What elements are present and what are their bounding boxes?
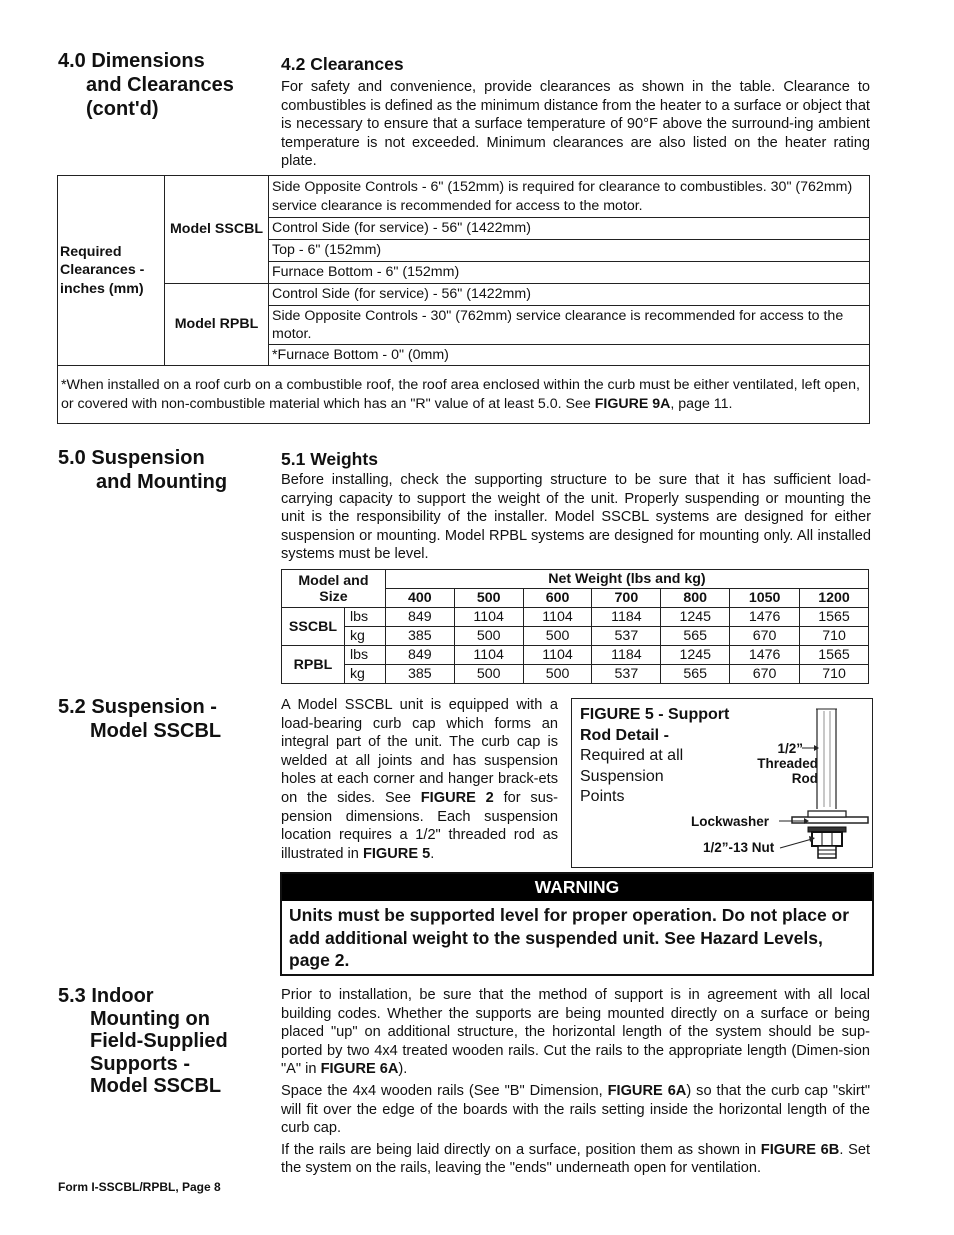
- weight-cell: 670: [730, 627, 800, 646]
- paragraph-text: A Model SSCBL unit is equipped with a load-bearing curb cap which forms an integral part of the unit. The curb cap is welded at all joints and has suspension holes at each corner and hanger brack-ets on the sides. See: [281, 697, 558, 806]
- size-header: 1050: [730, 589, 800, 608]
- threaded-rod-icon: [816, 709, 837, 809]
- section-heading-5-1: 5.1 Weights: [281, 449, 378, 469]
- footnote-text: , page 11.: [670, 395, 733, 412]
- figure-description: Required at all: [580, 747, 684, 764]
- table-row: [282, 646, 869, 665]
- weight-cell: 1245: [661, 608, 730, 627]
- unit-cell: kg: [344, 665, 385, 684]
- heading-line: Supports -: [90, 1052, 190, 1075]
- paragraph-text: . Set the system on the rails, leaving the "ends" underneath open for ventilation.: [281, 1141, 871, 1177]
- weight-cell: 1565: [800, 646, 869, 665]
- weight-cell: 1565: [800, 608, 869, 627]
- lockwasher-label: Lockwasher: [691, 814, 770, 829]
- paragraph-text: ) so that the curb cap "skirt" will fit over the edge of the boards with the rails setting inside the horizontal length of the curb cap.: [281, 1082, 871, 1137]
- unit-cell: lbs: [344, 608, 385, 627]
- weight-cell: 500: [454, 627, 523, 646]
- weight-cell: 1184: [592, 608, 661, 627]
- model-rpbl-label: Model RPBL: [165, 284, 269, 366]
- unit-cell: kg: [344, 627, 385, 646]
- indoor-mounting-text: [281, 986, 870, 1181]
- clearance-row: Side Opposite Controls - 6" (152mm) is required for clearance to combustibles. 30" (762mm) service clearance is recommended for access to the motor.: [269, 176, 870, 218]
- clearance-row: Top - 6" (152mm): [269, 240, 870, 262]
- paragraph-text: Space the 4x4 wooden rails (See "B" Dimension,: [281, 1082, 608, 1099]
- weight-cell: 500: [523, 627, 592, 646]
- heading-line: Field-Supplied: [90, 1030, 228, 1053]
- size-header: 600: [523, 589, 592, 608]
- heading-line: Model SSCBL: [90, 720, 222, 742]
- paragraph-text: Prior to installation, be sure that the method of support is in agreement with all local building codes. Whether the supports are being mounted directly on a surface or being placed "up" on additional structure, the horizontal length of the system should be sup-ported by two 4x4 treated wooden rails. Cut the rails to the appropriate length (Dimen-sion "A" in: [281, 987, 870, 1078]
- paragraph-text: For safety and convenience, provide clearances as shown in the table. Clearance to combustibles is defined as the minimum distance from the heater to a surface or object that is necessary to ensure that a surface temperature of 90°F above the surround-ing ambient temperature is not exceeded. Minimum clearances are also listed on the heater rating plate.: [281, 79, 870, 170]
- figure-reference: FIGURE 5: [362, 845, 431, 862]
- header-line: Model and: [298, 572, 369, 589]
- heading-line: and Mounting: [96, 471, 228, 493]
- heading-line: 5.2 Suspension -: [58, 696, 217, 718]
- weight-cell: 849: [385, 608, 454, 627]
- figure-description: Points: [580, 788, 625, 805]
- model-size-header: [282, 570, 386, 608]
- weights-paragraph: [281, 471, 871, 567]
- label-line: Threaded: [757, 756, 818, 771]
- weight-cell: 1476: [730, 646, 800, 665]
- heading-line: 5.0 Suspension: [58, 447, 205, 469]
- weight-cell: 565: [661, 627, 730, 646]
- weight-cell: 385: [385, 665, 454, 684]
- weight-cell: 385: [385, 627, 454, 646]
- section-heading-5-2: [58, 695, 221, 743]
- clearance-row: Control Side (for service) - 56" (1422mm): [269, 284, 870, 306]
- warning-text: Units must be supported level for proper operation. Do not place or add additional weight to the suspended unit. See Hazard Levels, page 2.: [289, 905, 850, 970]
- model-sscbl-label: Model SSCBL: [165, 176, 269, 284]
- size-header: 800: [661, 589, 730, 608]
- weight-cell: 537: [592, 627, 661, 646]
- nut-label: 1/2”-13 Nut: [703, 840, 775, 855]
- clearance-row: Control Side (for service) - 56" (1422mm): [269, 218, 870, 240]
- warning-box: [280, 872, 874, 976]
- figure-reference: FIGURE 2: [420, 789, 494, 806]
- label-line: 1/2”: [777, 741, 803, 756]
- heading-line: 5.3 Indoor: [58, 985, 154, 1007]
- table-row: [282, 608, 869, 627]
- weight-cell: 670: [730, 665, 800, 684]
- weight-cell: 849: [385, 646, 454, 665]
- unit-cell: lbs: [344, 646, 385, 665]
- warning-header: WARNING: [282, 874, 872, 901]
- clearance-row: Side Opposite Controls - 30" (762mm) service clearance is recommended for access to the motor.: [269, 306, 870, 345]
- clearance-footnote: [58, 366, 870, 424]
- section-heading-5-3: [58, 985, 228, 1098]
- model-name-cell: RPBL: [282, 646, 345, 684]
- figure-title: FIGURE 5 - Support: [580, 706, 730, 723]
- support-rod-illustration: [572, 699, 872, 867]
- paragraph-text: Before installing, check the supporting structure to be sure that it has sufficient load-carrying capacity to support the weight of the unit. Properly suspending or mounting the unit is the responsibility of the installer. Model SSCBL systems are designed for either suspension or mounting. Model RPBL systems are designed for mounting only. All installed systems must be level.: [281, 472, 871, 563]
- size-header: 1200: [800, 589, 869, 608]
- size-header: 400: [385, 589, 454, 608]
- figure-description: Suspension: [580, 767, 664, 785]
- clearance-row: Furnace Bottom - 6" (152mm): [269, 262, 870, 284]
- table-row: [282, 665, 869, 684]
- figure-reference: FIGURE 6B: [760, 1141, 840, 1158]
- paragraph-text: ).: [398, 1061, 408, 1078]
- nut-icon: [812, 832, 842, 858]
- weight-cell: 537: [592, 665, 661, 684]
- heading-line: and Clearances: [86, 74, 234, 96]
- paragraph-text: for sus-pension dimensions. Each suspension location requires a 1/2" threaded rod as illustrated in: [281, 789, 558, 862]
- clearance-table: [57, 175, 870, 424]
- label-line: Rod: [791, 771, 818, 786]
- paragraph-text: If the rails are being laid directly on a surface, position them as shown in: [281, 1141, 761, 1158]
- footnote-text: *When installed on a roof curb on a combustible roof, the roof area enclosed within the curb must be either ventilated, left open, or covered with non-combustible material which has an "R" value of at least 5.0. See: [61, 377, 860, 412]
- net-weight-header: Net Weight (lbs and kg): [385, 570, 868, 589]
- figure-5-box: [571, 698, 873, 868]
- size-header: 500: [454, 589, 523, 608]
- weight-cell: 565: [661, 665, 730, 684]
- section-heading-4-2: 4.2 Clearances: [281, 54, 404, 74]
- size-header: 700: [592, 589, 661, 608]
- weight-cell: 500: [454, 665, 523, 684]
- weight-cell: 1104: [523, 646, 592, 665]
- weight-cell: 1184: [592, 646, 661, 665]
- required-clearances-label: Required Clearances - inches (mm): [58, 176, 165, 366]
- figure-reference: FIGURE 6A: [320, 1061, 399, 1078]
- weight-cell: 1104: [523, 608, 592, 627]
- section-heading-5-0: [58, 446, 227, 494]
- clearances-paragraph: [281, 78, 870, 174]
- weight-cell: 1104: [454, 646, 523, 665]
- figure-reference: FIGURE 9A: [594, 395, 671, 412]
- table-row: [282, 627, 869, 646]
- heading-line: (cont'd): [86, 98, 159, 120]
- paragraph-text: .: [430, 845, 435, 862]
- weight-cell: 1104: [454, 608, 523, 627]
- weight-cell: 710: [800, 627, 869, 646]
- suspension-paragraph: [281, 696, 558, 866]
- weight-cell: 1476: [730, 608, 800, 627]
- weight-cell: 710: [800, 665, 869, 684]
- heading-line: Mounting on: [90, 1007, 210, 1030]
- heading-line: 4.0 Dimensions: [58, 50, 205, 72]
- weight-cell: 1245: [661, 646, 730, 665]
- figure-reference: FIGURE 6A: [607, 1082, 687, 1099]
- section-heading-4-0: [58, 49, 234, 121]
- weight-table: [281, 569, 869, 684]
- page-footer: Form I-SSCBL/RPBL, Page 8: [58, 1180, 221, 1194]
- header-line: Size: [319, 588, 348, 605]
- weight-cell: 500: [523, 665, 592, 684]
- heading-line: Model SSCBL: [90, 1075, 222, 1098]
- figure-title: Rod Detail -: [580, 726, 669, 744]
- model-name-cell: SSCBL: [282, 608, 345, 646]
- clearance-row: *Furnace Bottom - 0" (0mm): [269, 345, 870, 366]
